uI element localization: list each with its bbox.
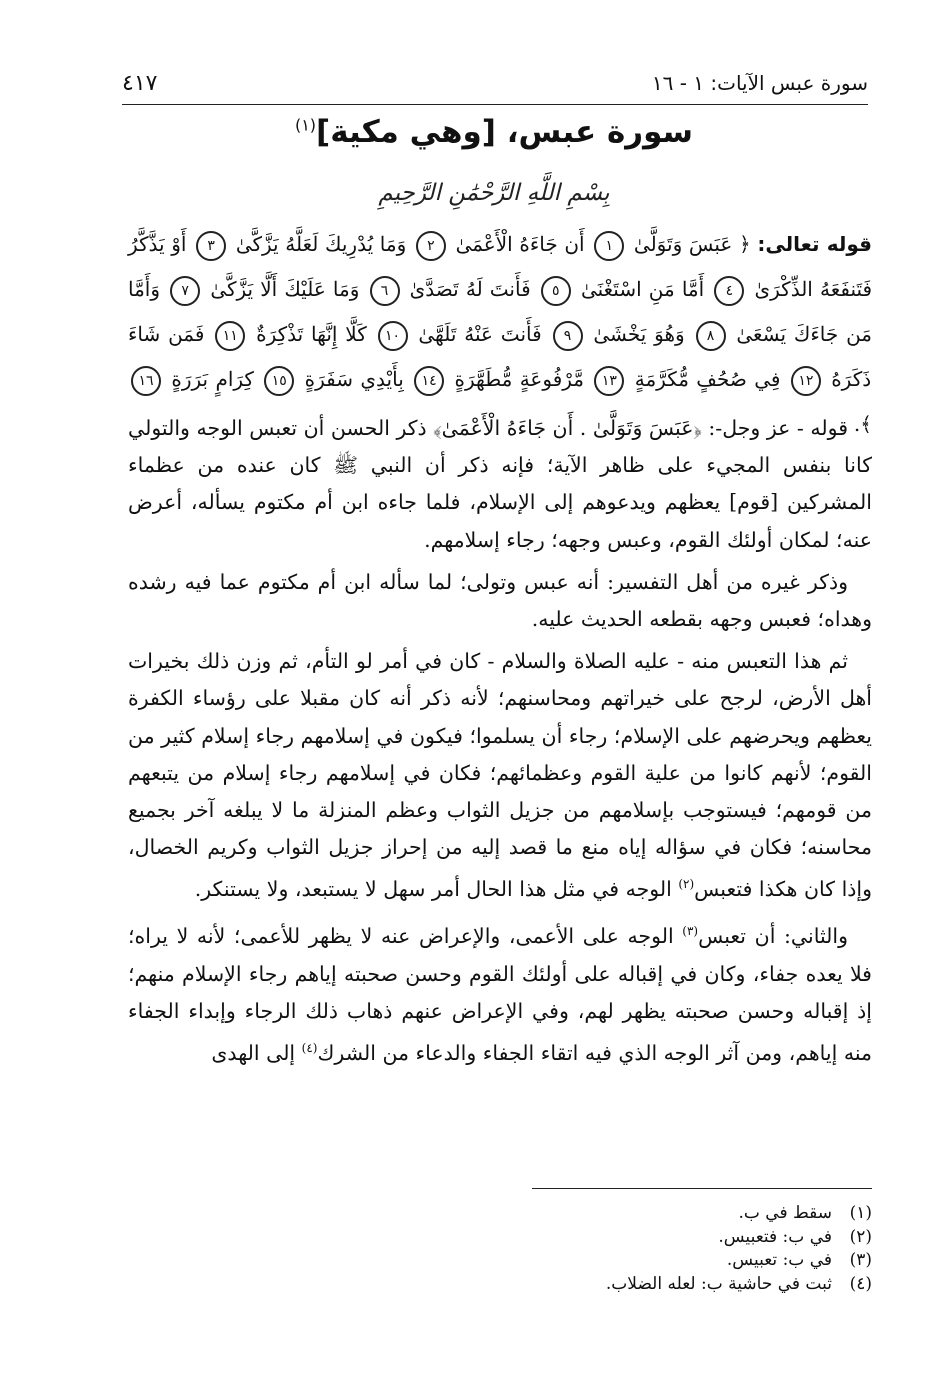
verse-number: ٢: [416, 231, 446, 261]
paragraph-text: ثم هذا التعبس منه - عليه الصلاة والسلام - كان في أمر لو التأم، ثم وزن ذلك بخيرات أهل الأرض، لرجح على خيراتهم ومحاسنهم؛ لأنه ذكر أنه كان مقبلا على رؤساء الكفرة يعظهم ويحرضهم على الإسلام؛ رجاء أن يسلموا؛ فيكون في إسلامهم رجاء إسلام كثير من القوم؛ لأنهم كانوا من علية القوم وعظمائهم؛ فكان في إسلامهم رجاء إسلام من يتبعهم من قومهم؛ فيستوجب بإسلامهم من جزيل الثواب وعظم المنزلة ما لا يبلغه آخر بجميع محاسنه؛ فكان في سؤاله إياه منع ما قصد إليه من إحراز جزيل الثواب وكريم الخصال، وإذا كان هكذا فتعبس: [128, 649, 872, 902]
paragraph-text: إلى الهدى: [211, 1040, 302, 1065]
footnote-reference: (٢): [678, 877, 695, 892]
verse-text: وَمَا عَلَيْكَ أَلَّا يَزَّكَّىٰ: [210, 277, 360, 301]
footnote-item: [300, 1249, 872, 1273]
commentary-paragraph: [128, 913, 872, 1071]
verse-number: ٩: [553, 321, 583, 351]
verse-number: ١٣: [594, 366, 624, 396]
paragraph-text: وذكر غيره من أهل التفسير: أنه عبس وتولى؛ لما سأله ابن أم مكتوم عما فيه رشده وهداه؛ فعبس وجهه بقطعه الحديث عليه.: [128, 569, 872, 632]
commentary-body: [128, 410, 872, 1077]
running-title: سورة عبس الآيات: ١ - ١٦: [651, 71, 868, 95]
footnote-number: (٢): [849, 1226, 872, 1247]
footnote-item: [300, 1273, 872, 1297]
verse-number: ١: [594, 231, 624, 261]
footnote-reference: (٣): [682, 924, 699, 939]
verse-number: ٦: [370, 276, 400, 306]
footnote-number: (٤): [849, 1273, 872, 1294]
verse-text: بِأَيْدِي سَفَرَةٍ: [304, 367, 404, 391]
surah-title: [120, 114, 868, 150]
commentary-paragraph: [128, 643, 872, 908]
verse-text: وَمَا يُدْرِيكَ لَعَلَّهُ يَزَّكَّىٰ: [235, 232, 407, 256]
verse-text: كِرَامٍ بَرَرَةٍ: [171, 367, 254, 391]
verses-lead: قوله تعالى:: [757, 232, 872, 256]
commentary-paragraph: [128, 410, 872, 559]
verses-close-bracket: ﴾.: [853, 412, 872, 436]
verse-text: أَمَّا مَنِ اسْتَغْنَىٰ: [580, 277, 705, 301]
verse-number: ١٦: [131, 366, 161, 396]
verse-number: ١٠: [378, 321, 408, 351]
verse-number: ٧: [170, 276, 200, 306]
footnote-number: (١): [849, 1203, 872, 1223]
verse-text: عَبَسَ وَتَوَلَّىٰ: [633, 232, 733, 256]
verse-number: ٤: [714, 276, 744, 306]
verse-text: أَن جَاءَهُ الْأَعْمَىٰ: [455, 232, 585, 256]
verse-number: ١٢: [791, 366, 821, 396]
verses-open-bracket: ﴿: [739, 232, 751, 256]
footnote-item: [300, 1202, 872, 1226]
footnotes: [300, 1202, 872, 1296]
footnote-text: في ب: تعبيس.: [726, 1250, 832, 1270]
footnote-reference: (٤): [301, 1040, 318, 1055]
verse-text: كَلَّا إِنَّهَا تَذْكِرَةٌ: [256, 322, 367, 346]
verse-number: ١٤: [414, 366, 444, 396]
footnote-divider: [532, 1188, 872, 1189]
paragraph-text: الوجه في مثل هذا الحال أمر سهل لا يستبعد، ولا يستنكر.: [194, 877, 679, 902]
surah-title-text: سورة عبس، [وهي مكية]: [316, 114, 694, 150]
title-footnote-mark: (١): [294, 115, 317, 135]
verse-number: ٣: [196, 231, 226, 261]
footnote-text: في ب: فتعبيس.: [718, 1226, 832, 1247]
verse-number: ١٥: [264, 366, 294, 396]
paragraph-text: الوجه على الأعمى، والإعراض عنه لا يظهر للأعمى؛ لأنه لا يراه؛ فلا يعده جفاء، وكان في إقباله على أولئك القوم وحسن صحبته إياهم رجاء الإسلام منهم؛ إذ إقباله وحسن صحبته يظهر لهم، وفي الإعراض عنهم ذهاب ذلك الرجاء وإبداء الجفاء منه إياهم، ومن آثر الوجه الذي فيه اتقاء الجفاء والدعاء من الشرك: [128, 924, 872, 1065]
verse-text: أَوْ يَذَّكَّرُ فَتَنفَعَهُ الذِّكْرَىٰ: [128, 232, 873, 301]
basmala: بِسْمِ اللَّهِ الرَّحْمَٰنِ الرَّحِيمِ: [378, 180, 610, 206]
footnote-number: (٣): [849, 1250, 872, 1270]
paragraph-text: قوله - عز وجل-: ﴿عَبَسَ وَتَوَلَّىٰ . أَن جَاءَهُ الْأَعْمَىٰ﴾ ذكر الحسن أن تعبس الوجه والتولي كانا بنفس المجيء على ظاهر الآية؛ فإنه ذكر أن النبي ﷺ كان عنده من عظماء المشركين [قوم] يعظهم ويدعوهم إلى الإسلام، فلما جاءه ابن أم مكتوم يسأله، أعرض عنه؛ لمكان أولئك القوم، وعبس وجهه؛ رجاء إسلامهم.: [128, 416, 872, 552]
paragraph-text: والثاني: أن تعبس: [698, 924, 848, 949]
verse-number: ٨: [696, 321, 726, 351]
verse-text: فِي صُحُفٍ مُّكَرَّمَةٍ: [634, 367, 781, 391]
footnote-text: سقط في ب.: [738, 1203, 832, 1223]
verse-text: وَأَمَّا مَن جَاءَكَ يَسْعَىٰ: [128, 277, 873, 346]
verse-text: فَأَنتَ عَنْهُ تَلَهَّىٰ: [418, 322, 542, 346]
running-header: [122, 62, 868, 105]
footnote-text: ثبت في حاشية ب: لعله الضلاب.: [605, 1273, 832, 1294]
commentary-paragraph: [128, 564, 872, 638]
footnote-item: [300, 1226, 872, 1250]
verse-text: فَمَن شَاءَ ذَكَرَهُ: [128, 322, 872, 391]
page-number: ٤١٧: [122, 70, 158, 96]
verse-text: فَأَنتَ لَهُ تَصَدَّىٰ: [409, 277, 531, 301]
verse-text: وَهُوَ يَخْشَىٰ: [593, 322, 685, 346]
verse-number: ٥: [541, 276, 571, 306]
verse-number: ١١: [215, 321, 245, 351]
verse-text: مَّرْفُوعَةٍ مُّطَهَّرَةٍ: [454, 367, 585, 391]
